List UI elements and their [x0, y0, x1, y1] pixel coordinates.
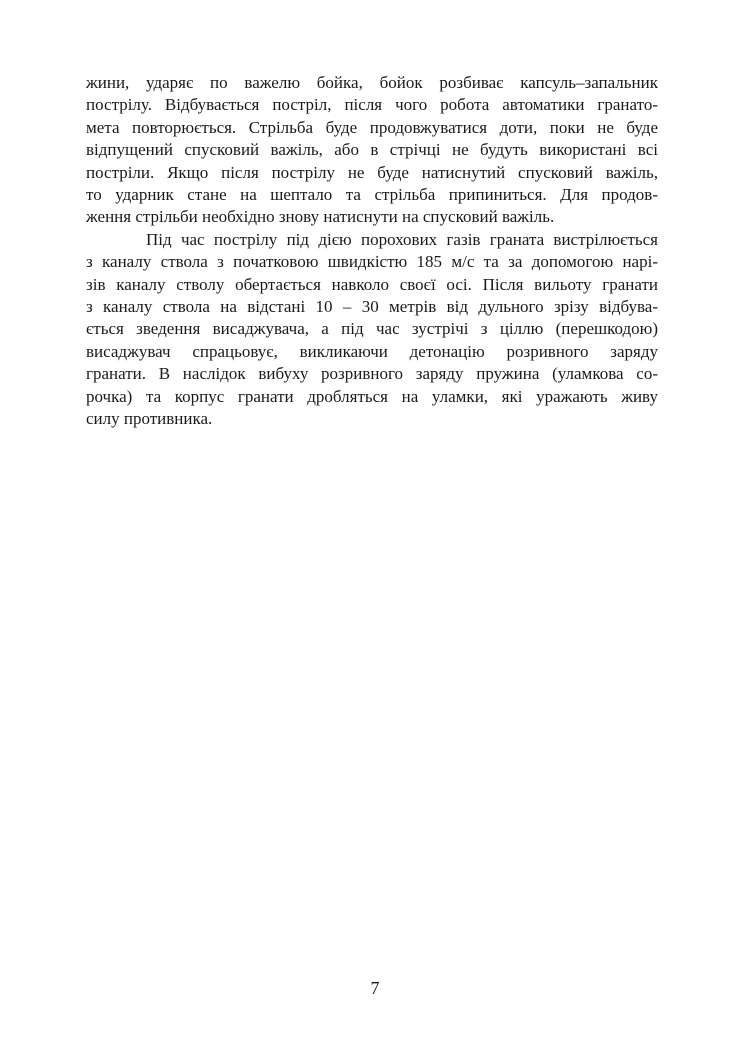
text-line: гранати. В наслідок вибуху розривного заряду пружина (уламкова со- [86, 364, 658, 384]
text-line: постріли. Якщо після пострілу не буде натиснутий спусковий важіль, [86, 162, 658, 182]
text-line: то ударник стане на шептало та стрільба припиниться. Для продов- [86, 185, 658, 205]
text-line: рочка) та корпус гранати дробляться на уламки, які уражають живу [86, 386, 658, 406]
text-line: з каналу ствола з початковою швидкістю 185 м/с та за допомогою нарі- [86, 252, 658, 272]
page-number: 7 [370, 978, 380, 998]
text-line: пострілу. Відбувається постріл, після чого робота автоматики гранато- [86, 95, 658, 115]
text-line: висаджувач спрацьовує, викликаючи детонацію розривного заряду [86, 341, 658, 361]
paragraph-2 [86, 229, 658, 431]
text-line: Під час пострілу під дією порохових газів граната вистрілюється [146, 229, 658, 249]
text-line: жини, ударяє по важелю бойка, бойок розбиває капсуль–запальник [86, 73, 658, 92]
text-line: відпущений спусковий важіль, або в стрічці не будуть використані всі [86, 140, 658, 160]
text-line: ється зведення висаджувача, а під час зустрічі з ціллю (перешкодою) [86, 319, 658, 339]
text-line: силу противника. [86, 409, 213, 429]
text-line: ження стрільби необхідно знову натиснути на спусковий важіль. [86, 207, 555, 227]
paragraph-1 [86, 72, 658, 229]
body-text [86, 72, 658, 431]
text-line: з каналу ствола на відстані 10 – 30 метрів від дульного зрізу відбува- [86, 297, 658, 317]
text-line: зів каналу стволу обертається навколо своєї осі. Після вильоту гранати [86, 274, 658, 294]
text-line: мета повторюється. Стрільба буде продовжуватися доти, поки не буде [86, 117, 658, 137]
